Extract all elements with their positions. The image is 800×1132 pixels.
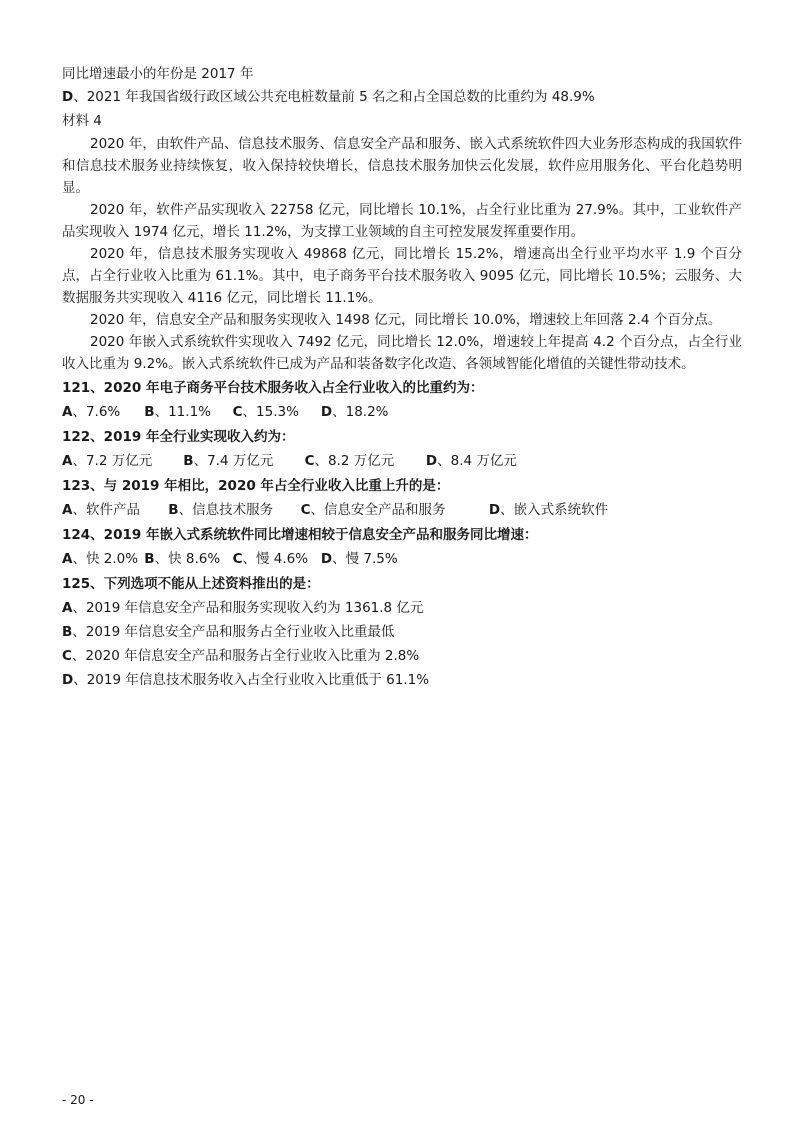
option-a[interactable]: A、软件产品: [62, 502, 140, 518]
question-123-options: [62, 500, 608, 520]
page-number: - 20 -: [62, 1093, 94, 1107]
option-b[interactable]: B、7.4 万亿元: [183, 453, 274, 469]
option-a[interactable]: A、7.6%: [62, 404, 121, 420]
question-125-stem: 125、下列选项不能从上述资料推出的是：: [62, 576, 320, 592]
question-122-stem: 122、2019 年全行业实现收入约为：: [62, 429, 295, 445]
option-c[interactable]: C、2020 年信息安全产品和服务占全行业收入比重为 2.8%: [62, 648, 420, 664]
option-text: 、2021 年我国省级行政区域公共充电桩数量前 5 名之和占全国总数的比重约为 48.9%: [73, 89, 595, 105]
option-b[interactable]: B、2019 年信息安全产品和服务占全行业收入比重最低: [62, 624, 395, 640]
material-paragraph-2: 2020 年，软件产品实现收入 22758 亿元，同比增长 10.1%，占全行业比重为 27.9%。其中，工业软件产品实现收入 1974 亿元，增长 11.2%，为支撑工业领域的自主可控发展发挥重要作用。: [62, 202, 742, 240]
material-paragraph-5: 2020 年嵌入式系统软件实现收入 7492 亿元，同比增长 12.0%，增速较上年提高 4.2 个百分点，占全行业收入比重为 9.2%。嵌入式系统软件已成为产品和装备数字化改造、各领域智能化增值的关键性带动技术。: [62, 334, 742, 372]
question-124-stem: 124、2019 年嵌入式系统软件同比增速相较于信息安全产品和服务同比增速：: [62, 527, 538, 543]
material-paragraph-3: 2020 年，信息技术服务实现收入 49868 亿元，同比增长 15.2%，增速高出全行业平均水平 1.9 个百分点，占全行业收入比重为 61.1%。其中，电子商务平台技术服务收入 9095 亿元，同比增长 10.5%；云服务、大数据服务共实现收入 4116 亿元，同比增长 11.1%。: [62, 246, 742, 306]
option-d[interactable]: D、慢 7.5%: [320, 551, 398, 567]
option-b[interactable]: B、11.1%: [144, 404, 211, 420]
question-121-stem: 121、2020 年电子商务平台技术服务收入占全行业收入的比重约为：: [62, 380, 484, 396]
previous-answer-tail: 同比增速最小的年份是 2017 年: [62, 66, 254, 82]
option-d[interactable]: D、2019 年信息技术服务收入占全行业收入比重低于 61.1%: [62, 672, 430, 688]
option-a[interactable]: A、7.2 万亿元: [62, 453, 153, 469]
material-paragraph-4: 2020 年，信息安全产品和服务实现收入 1498 亿元，同比增长 10.0%，增速较上年回落 2.4 个百分点。: [90, 312, 722, 328]
question-123-stem: 123、与 2019 年相比，2020 年占全行业收入比重上升的是：: [62, 478, 450, 494]
option-a[interactable]: A、2019 年信息安全产品和服务实现收入约为 1361.8 亿元: [62, 600, 424, 616]
question-122-options: [62, 451, 517, 471]
option-b[interactable]: B、信息技术服务: [168, 502, 274, 518]
option-c[interactable]: C、慢 4.6%: [232, 551, 309, 567]
option-b[interactable]: B、快 8.6%: [144, 551, 221, 567]
option-c[interactable]: C、15.3%: [232, 404, 299, 420]
previous-option-d: [62, 87, 595, 107]
option-d[interactable]: D、8.4 万亿元: [425, 453, 517, 469]
question-121-options: [62, 402, 389, 422]
option-d[interactable]: D、18.2%: [320, 404, 389, 420]
option-a[interactable]: A、快 2.0%: [62, 551, 139, 567]
option-c[interactable]: C、8.2 万亿元: [304, 453, 395, 469]
material-title: 材料 4: [62, 113, 102, 129]
material-paragraph-1: 2020 年，由软件产品、信息技术服务、信息安全产品和服务、嵌入式系统软件四大业务形态构成的我国软件和信息技术服务业持续恢复，收入保持较快增长，信息技术服务加快云化发展，软件应用服务化、平台化趋势明显。: [62, 136, 742, 196]
question-124-options: [62, 549, 398, 569]
option-d[interactable]: D、嵌入式系统软件: [488, 502, 609, 518]
option-letter: D: [62, 89, 74, 105]
option-c[interactable]: C、信息安全产品和服务: [300, 502, 446, 518]
